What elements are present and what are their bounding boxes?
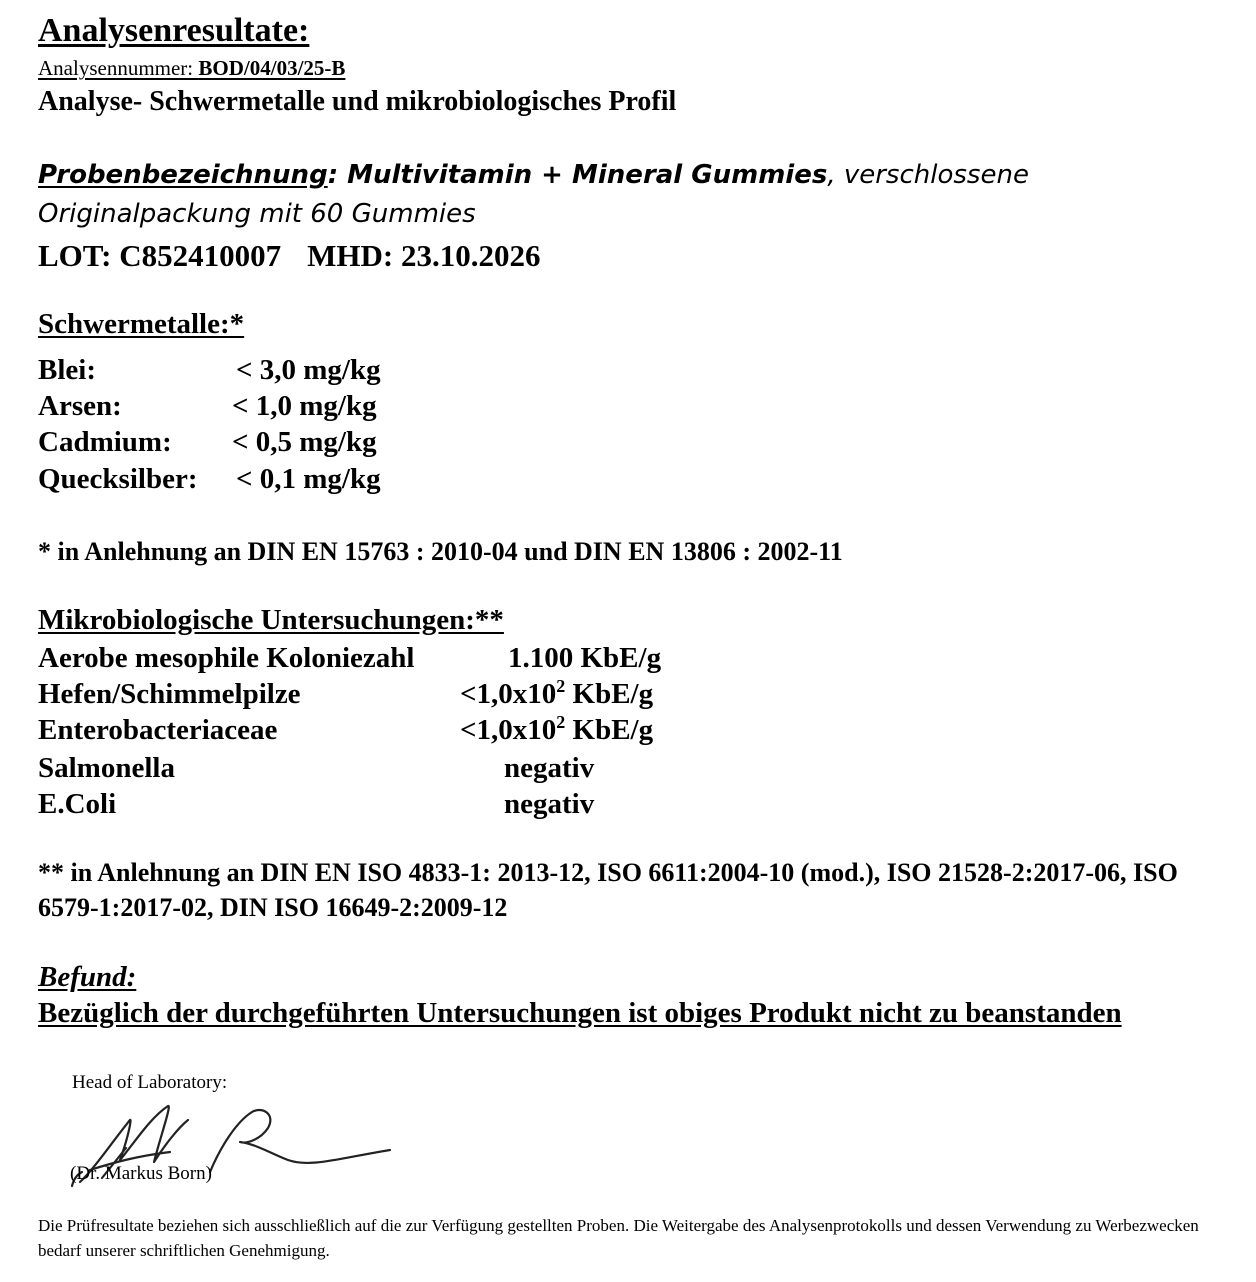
micro-value-base: <1,0x10	[460, 714, 557, 746]
analysis-subtitle: Analyse- Schwermetalle und mikrobiologisches Profil	[38, 86, 677, 117]
head-of-laboratory-label: Head of Laboratory:	[72, 1072, 228, 1093]
lot-label: LOT:	[38, 238, 120, 273]
heavy-metals-heading: Schwermetalle:*	[38, 308, 245, 340]
sample-description: , verschlossene Originalpackung mit 60 Gummies	[38, 160, 1029, 229]
micro-value-base: <1,0x10	[460, 678, 557, 710]
micro-value-exponent: 2	[556, 676, 566, 697]
micro-value-unit: KbE/g	[565, 678, 654, 710]
mhd-label: MHD:	[307, 238, 401, 273]
micro-value	[460, 714, 653, 747]
heavy-metal-name: Blei:	[38, 354, 96, 386]
analysis-number: BOD/04/03/25-B	[198, 56, 346, 80]
lot-mhd-line	[38, 238, 540, 274]
signer-name: (Dr. Markus Born)	[70, 1163, 212, 1184]
micro-value: negativ	[504, 788, 595, 820]
heavy-metals-norm-note: * in Anlehnung an DIN EN 15763 : 2010-04 und DIN EN 13806 : 2002-11	[38, 537, 843, 566]
heavy-metal-value: < 1,0 mg/kg	[232, 390, 377, 422]
mhd-date: 23.10.2026	[400, 238, 541, 273]
sample-designation	[38, 156, 1228, 234]
sample-colon: :	[327, 160, 348, 190]
heavy-metal-name: Quecksilber:	[38, 463, 198, 495]
sample-product: Multivitamin + Mineral Gummies	[347, 160, 828, 190]
micro-name: Hefen/Schimmelpilze	[38, 678, 301, 710]
footer-disclaimer: Die Prüfresultate beziehen sich ausschließlich auf die zur Verfügung gestellten Proben. Die Weitergabe des Analysenprotokolls und dessen Verwendung zu Werbezwecken bedarf unserer schriftlichen Genehmigung.	[38, 1216, 1199, 1260]
heavy-metal-name: Cadmium:	[38, 426, 172, 458]
micro-name: Aerobe mesophile Koloniezahl	[38, 642, 415, 674]
micro-heading: Mikrobiologische Untersuchungen:**	[38, 604, 504, 636]
heavy-metal-value: < 0,5 mg/kg	[232, 426, 377, 458]
micro-name: E.Coli	[38, 788, 117, 820]
analysis-number-label: Analysennummer:	[38, 56, 199, 80]
analysis-number-line	[38, 56, 345, 81]
micro-name: Salmonella	[38, 752, 175, 784]
micro-name: Enterobacteriaceae	[38, 714, 278, 746]
page-title: Analysenresultate:	[38, 12, 310, 49]
micro-value-unit: KbE/g	[565, 714, 654, 746]
micro-value: negativ	[504, 752, 595, 784]
heavy-metal-name: Arsen:	[38, 390, 122, 422]
result-text: Bezüglich der durchgeführten Untersuchungen ist obiges Produkt nicht zu beanstanden	[38, 997, 1122, 1029]
micro-value	[460, 678, 653, 711]
heavy-metal-value: < 0,1 mg/kg	[236, 463, 381, 495]
micro-value-exponent: 2	[556, 712, 566, 733]
heavy-metal-value: < 3,0 mg/kg	[236, 354, 381, 386]
micro-norm-note: ** in Anlehnung an DIN EN ISO 4833-1: 2013-12, ISO 6611:2004-10 (mod.), ISO 21528-2:2017-06, ISO 6579-1:2017-02, DIN ISO 16649-2:2009-12	[38, 858, 1178, 922]
lot-number: C852410007	[119, 238, 282, 273]
micro-value: 1.100 KbE/g	[508, 642, 662, 674]
sample-label: Probenbezeichnung	[38, 160, 328, 190]
result-label: Befund:	[38, 961, 137, 993]
